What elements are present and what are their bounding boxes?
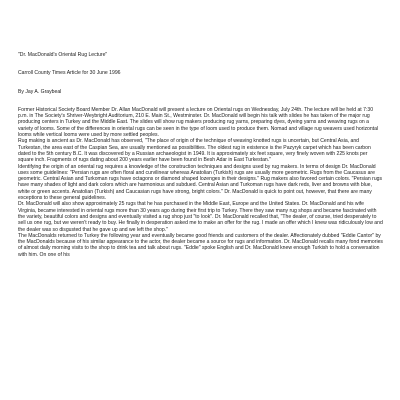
paragraph: The MacDonalds returned to Turkey the following year and eventually became good friends and customers of the dealer. Affectionately dubbed "Eddie Cantor" by the MacDonalds because of his similar appearance to the actor, the dealer became a source for rugs and information. Dr. MacDonald recalls many fond memories of almost daily morning visits to the shop to drink tea and talk about rugs. "Eddie" spoke English and Dr. MacDonald knew enough Turkish to hold a conversation with him. On one of his [18, 232, 383, 258]
article-byline: By Jay A. Graybeal [18, 88, 62, 95]
paragraph: Former Historical Society Board Member Dr. Allan MacDonald will present a lecture on Oriental rugs on Wednesday, July 24th. The lecture will be held at 7:30 p.m. in The Society's Shriver-Weybright Auditorium, 210 E. Main St., Westminster. Dr. MacDonald will begin his talk with slides he has taken of the major rug producing centers in Turkey and the Middle East. The slides will show rug makers producing rug yarns, preparing dyes, dyeing yarns and weaving rugs on a variety of looms. Some of the differences in oriental rugs can be seen in the type of loom used to produce them. Nomad and village rug weavers used horizontal looms while vertical looms were used by more settled peoples. [18, 106, 379, 139]
paragraph: Identifying the origin of an oriental rug requires a knowledge of the construction techniques and designs used by rug makers. In terms of design Dr. MacDonald uses some guidelines: "Persian rugs are often floral and curvilinear whereas Anatolian (Turkish) rugs are usually more geometric. Rugs from the Caucasus are geometric. Central Asian and Turkoman rugs have octagons or diamond shaped lozenges in their designs." Rug makers also favored certain colors. "Persian rugs have many shades of light and dark colors which are harmonious and subdued. Central Asian and Turkoman rugs have dark reds, liver and browns with blue, white or green accents. Anatolian (Turkish) and Caucasian rugs have strong, bright colors." Dr. MacDonald is quick to point out, however, that there are many exceptions to these general guidelines. [18, 163, 383, 202]
spacer [18, 95, 383, 107]
paragraph: Rug making is ancient as Dr. MacDonald has observed, "The place of origin of the technique of weaving knotted rugs is uncertain, but Central Asia, and Turkestan, the area east of the Caspian Sea, are usually mentioned as possibilities. The oldest rug in existence is the Pazyryk carpet which has been carbon dated to the 5th century B.C. It was discovered by a Russian archaeologist in 1949. It is approximately six feet square, very finely woven with 225 knots per square inch. Fragments of rugs dating about 200 years earlier have been found in Besh Adar in East Turkestan." [18, 138, 371, 164]
spacer [18, 58, 383, 70]
paragraph: Dr. MacDonald will also show approximately 25 rugs that he has purchased in the Middle East, Europe and the United States. Dr. MacDonald and his wife Virginia, became interested in oriental rugs more than 30 years ago during their first trip to Turkey. There they saw many rug shops and became fascinated with the variety, beautiful colors and designs and eventually visited a rug shop just "to look". Dr. MacDonald recalled that, "The dealer, of course, tried desperately to sell us one rug, but we weren't ready to buy. He finally in desperation asked me to make an offer for the rug. I made an offer which I knew was ridiculously low and the dealer was so disgusted that he gave up and we left the shop." [18, 201, 383, 233]
article-title: "Dr. MacDonald's Oriental Rug Lecture" [18, 52, 108, 58]
spacer [18, 77, 383, 89]
article-source: Carroll County Times Article for 30 June 1996 [18, 70, 121, 77]
article-body [18, 107, 383, 258]
